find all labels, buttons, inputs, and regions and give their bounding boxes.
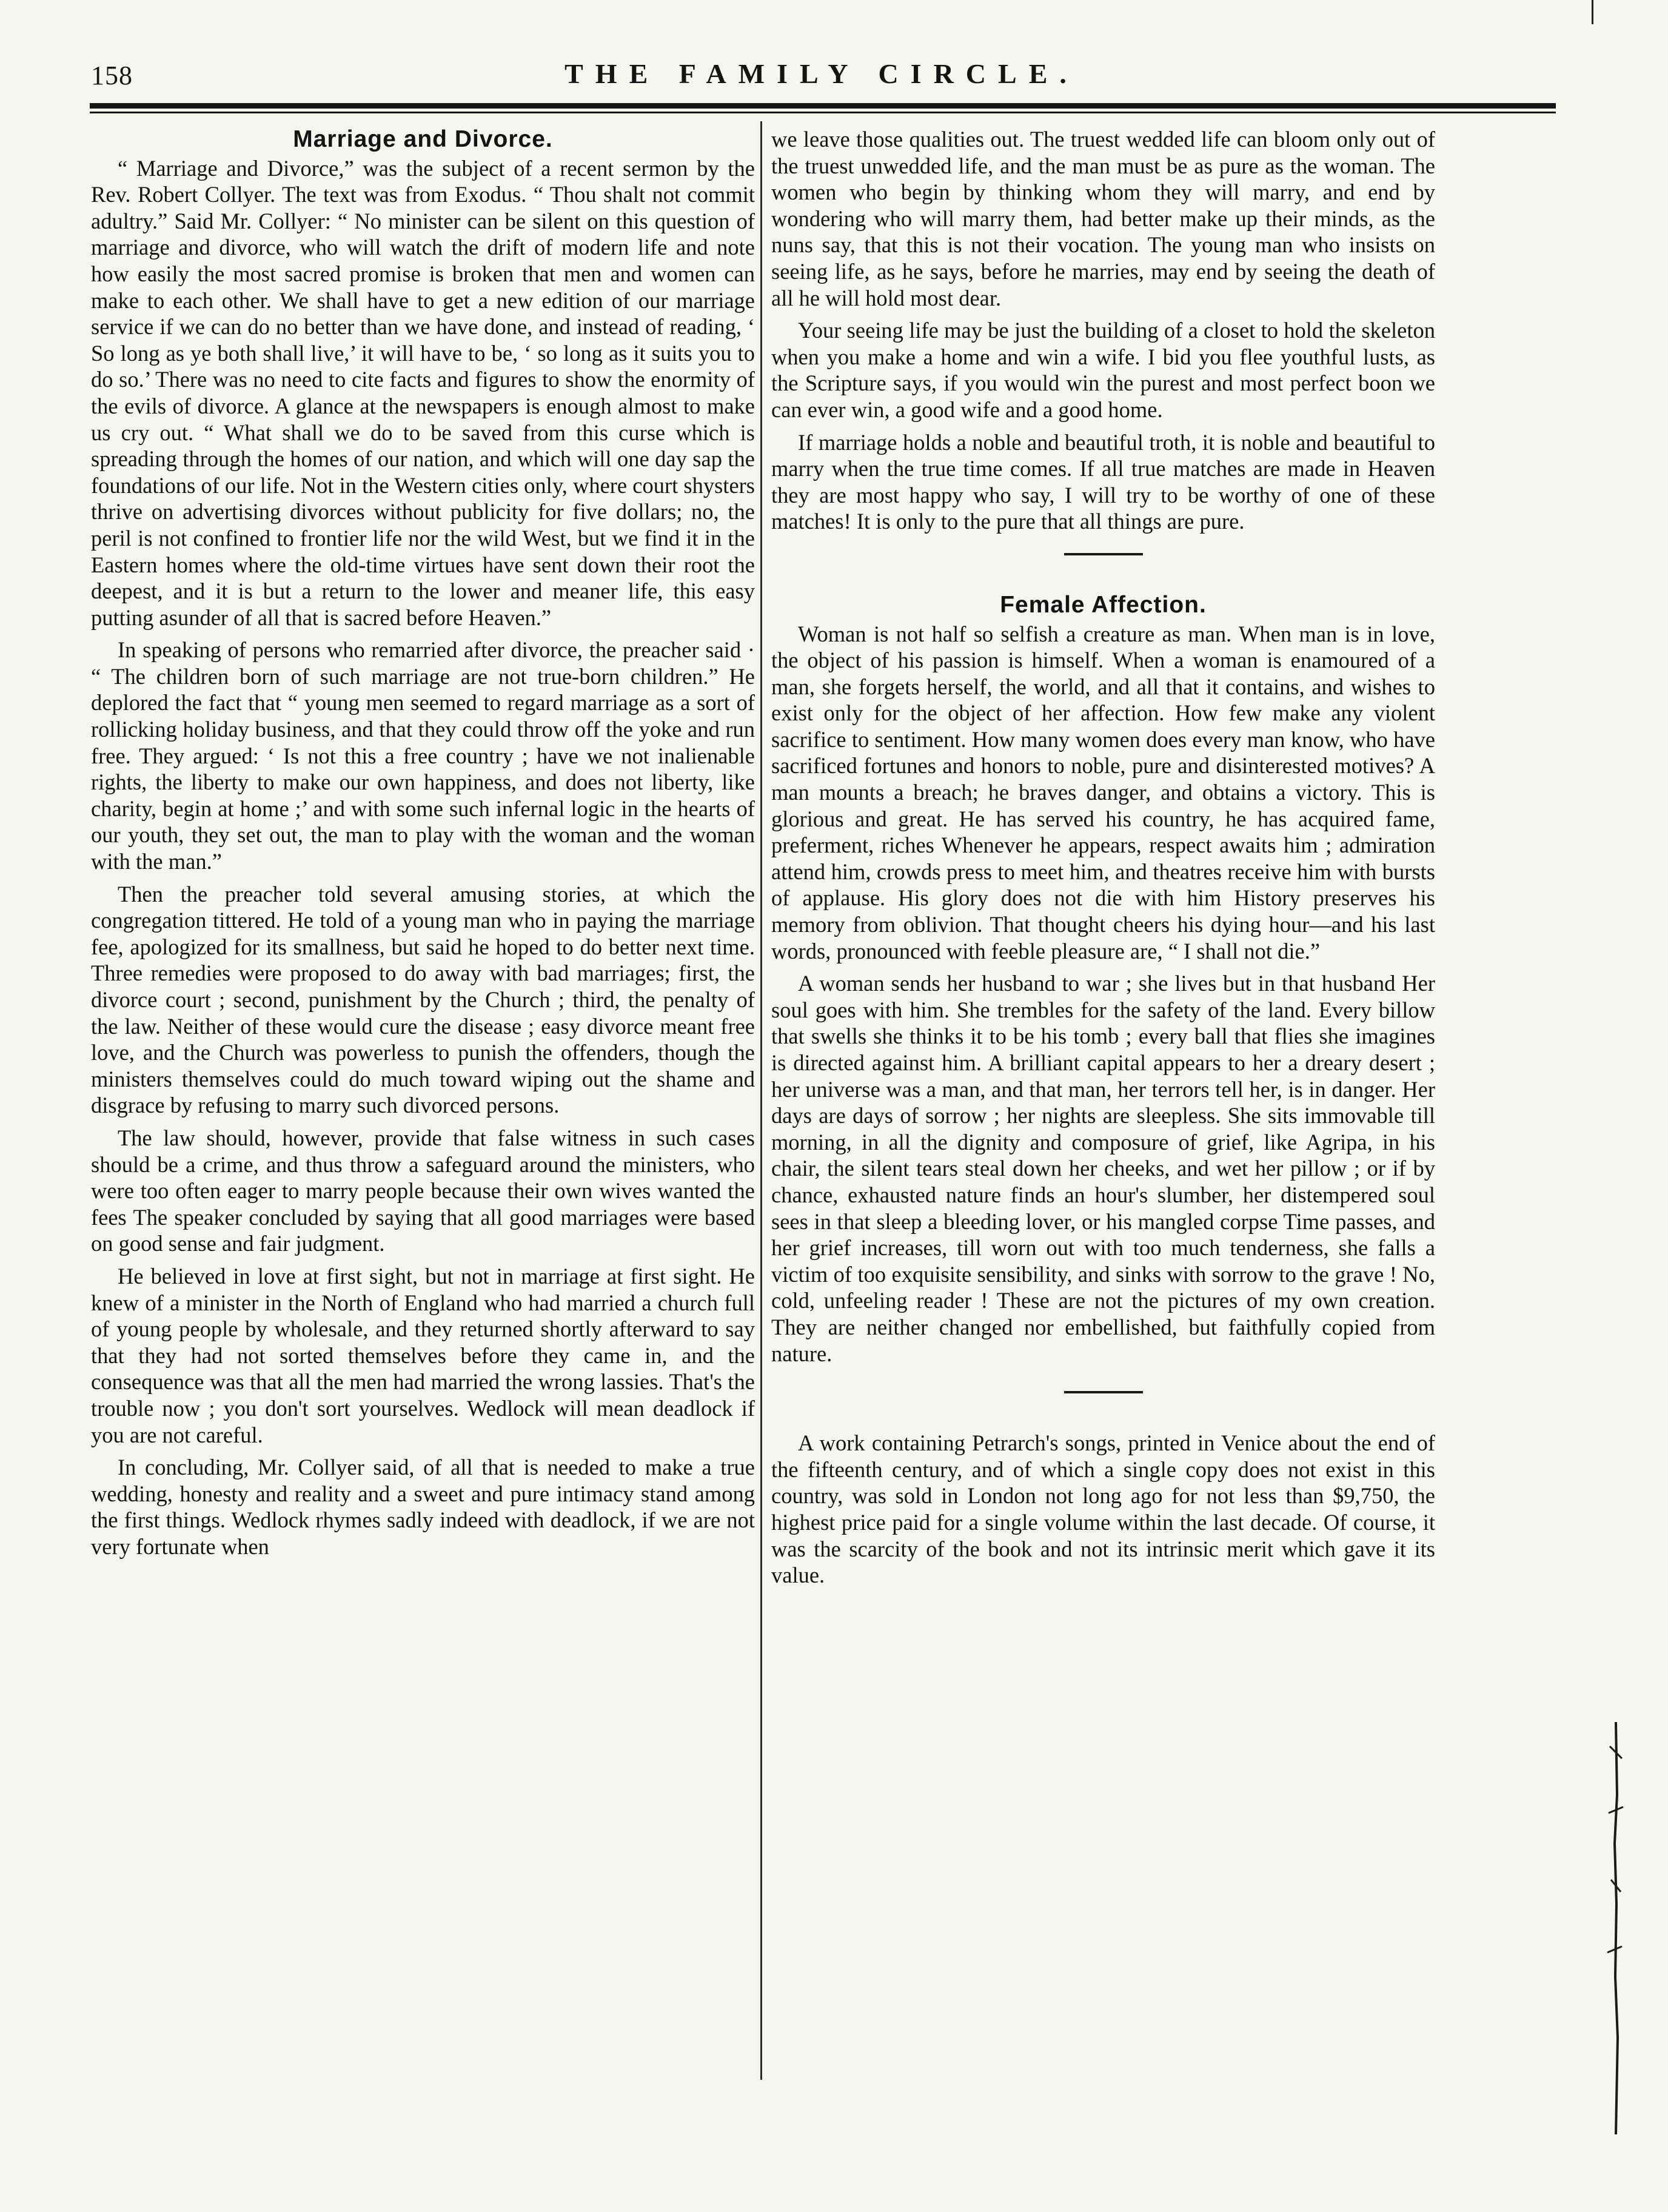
column-divider xyxy=(760,121,762,2080)
paragraph: He believed in love at first sight, but not in marriage at first sight. He knew of a minister in the North of England who had married a church full of young people by wholesale, and they returned shortly afterward to say that they had not sorted themselves before they came in, and the consequence was that all the men had married the wrong lassies. That's the trouble now ; you don't sort yourselves. Wedlock will mean deadlock if you are not careful. xyxy=(91,1263,755,1447)
right-column xyxy=(771,126,1435,2097)
left-column xyxy=(91,126,755,2097)
header-rule-thick xyxy=(90,103,1556,109)
page-number: 158 xyxy=(91,61,133,90)
article-title-marriage-divorce: Marriage and Divorce. xyxy=(293,126,553,152)
margin-mark xyxy=(1592,0,1593,24)
paragraph: Woman is not half so selfish a creature as man. When man is in love, the object of his passion is himself. When a woman is enamoured of a man, she forgets herself, the world, and all that it contains, and wishes to exist only for the object of her affection. How few make any violent sacrifice to sentiment. How many women does every man know, who have sacrificed fortunes and honors to noble, pure and disinterested motives? A man mounts a breach; he braves danger, and obtains a victory. This is glorious and great. He has served his country, he has acquired fame, preferment, riches Whenever he appears, respect awaits him ; admiration attend him, crowds press to meet him, and theatres receive him with bursts of applause. His glory does not die with him History preserves his memory from oblivion. That thought cheers his dying hour—and his last words, pronounced with feeble pleasure are, “ I shall not die.” xyxy=(771,621,1435,964)
section-separator xyxy=(1064,553,1143,555)
journal-title: THE FAMILY CIRCLE. xyxy=(564,58,1079,89)
paragraph: If marriage holds a noble and beautiful troth, it is noble and beautiful to marry when the true time comes. If all true matches are made in Heaven they are most happy who say, I will try to be worthy of one of these matches! It is only to the pure that all things are pure. xyxy=(771,429,1435,534)
binding-edge-marks xyxy=(1604,1722,1628,2134)
section-separator xyxy=(1064,1391,1143,1393)
paragraph: In concluding, Mr. Collyer said, of all that is needed to make a true wedding, honesty and reality and a sweet and pure intimacy stand among the first things. Wedlock rhymes sadly indeed with deadlock, if we are not very fortunate when xyxy=(91,1455,755,1559)
paragraph: Your seeing life may be just the building of a closet to hold the skeleton when you make a home and win a wife. I bid you flee youthful lusts, as the Scripture says, if you would win the purest and most perfect boon we can ever win, a good wife and a good home. xyxy=(771,318,1435,422)
paragraph: “ Marriage and Divorce,” was the subject of a recent sermon by the Rev. Robert Collyer. The text was from Exodus. “ Thou shalt not commit adultry.” Said Mr. Collyer: “ No minister can be silent on this question of marriage and divorce, who will watch the drift of modern life and note how easily the most sacred promise is broken that men and women can make to each other. We shall have to get a new edition of our marriage service if we can do no better than we have done, and instead of reading, ‘ So long as ye both shall live,’ it will have to be, ‘ so long as it suits you to do so.’ There was no need to cite facts and figures to show the enormity of the evils of divorce. A glance at the newspapers is enough almost to make us cry out. “ What shall we do to be saved from this curse which is spreading through the homes of our nation, and which will one day sap the foundations of our life. Not in the Western cities only, where court shysters thrive on advertising divorces without publicity for five dollars; no, the peril is not confined to frontier life nor the wild West, but we find it in the Eastern homes where the old-time virtues have sent down their root the deepest, and it is but a return to the lower and meaner life, this easy putting asunder of all that is sacred before Heaven.” xyxy=(91,155,755,630)
article-title-female-affection: Female Affection. xyxy=(1000,591,1207,618)
header-rule-thin xyxy=(90,112,1556,113)
paragraph: In speaking of persons who remarried after divorce, the preacher said · “ The children born of such marriage are not true-born children.” He deplored the fact that “ young men seemed to regard marriage as a sort of rollicking holiday business, and that they could throw off the yoke and run free. They argued: ‘ Is not this a free country ; have we not inalienable rights, the liberty to make our own happiness, and does not liberty, like charity, begin at home ;’ and with some such infernal logic in the hearts of our youth, they set out, the man to play with the woman and the woman with the man.” xyxy=(91,637,755,874)
paragraph-note: A work containing Petrarch's songs, printed in Venice about the end of the fifteenth century, and of which a single copy does not exist in this country, was sold in London not long ago for not less than $9,750, the highest price paid for a single volume within the last decade. Of course, it was the scarcity of the book and not its intrinsic merit which gave it its value. xyxy=(771,1430,1435,1588)
paragraph: A woman sends her husband to war ; she lives but in that husband Her soul goes with him. She trembles for the safety of the land. Every billow that swells she thinks it to be his tomb ; every ball that flies she imagines is directed against him. A brilliant capital appears to her a dreary desert ; her universe was a man, and that man, her terrors tell her, is in danger. Her days are days of sorrow ; her nights are sleepless. She sits immovable till morning, in all the dignity and composure of grief, like Agripa, in his chair, the silent tears steal down her cheeks, and wet her pillow ; or if by chance, exhausted nature finds an hour's slumber, her distempered soul sees in that sleep a bleeding lover, or his mangled corpse Time passes, and her grief increases, till worn out with too much tenderness, she falls a victim of too exquisite sensibility, and sinks with sorrow to the grave ! No, cold, unfeeling reader ! These are not the pictures of my own creation. They are neither changed nor embellished, but faithfully copied from nature. xyxy=(771,971,1435,1366)
paragraph: The law should, however, provide that false witness in such cases should be a crime, and thus throw a safeguard around the ministers, who were too often eager to marry people because their own wives wanted the fees The speaker concluded by saying that all good marriages were based on good sense and fair judgment. xyxy=(91,1125,755,1256)
paragraph-continued: we leave those qualities out. The truest wedded life can bloom only out of the truest unwedded life, and the man must be as pure as the woman. The women who begin by thinking whom they will marry, and end by wondering who will marry them, had better make up their minds, as the nuns say, that this is not their vocation. The young man who insists on seeing life, as he says, before he marries, may end by seeing the death of all he will hold most dear. xyxy=(771,127,1435,310)
paragraph: Then the preacher told several amusing stories, at which the congregation tittered. He told of a young man who in paying the marriage fee, apologized for its smallness, but said he hoped to do better next time. Three remedies were proposed to do away with bad marriages; first, the divorce court ; second, punishment by the Church ; third, the penalty of the law. Neither of these would cure the disease ; easy divorce meant free love, and the Church was powerless to punish the offenders, though the ministers themselves could do much toward wiping out the shame and disgrace by refusing to marry such divorced persons. xyxy=(91,881,755,1118)
page-header xyxy=(91,58,1552,100)
